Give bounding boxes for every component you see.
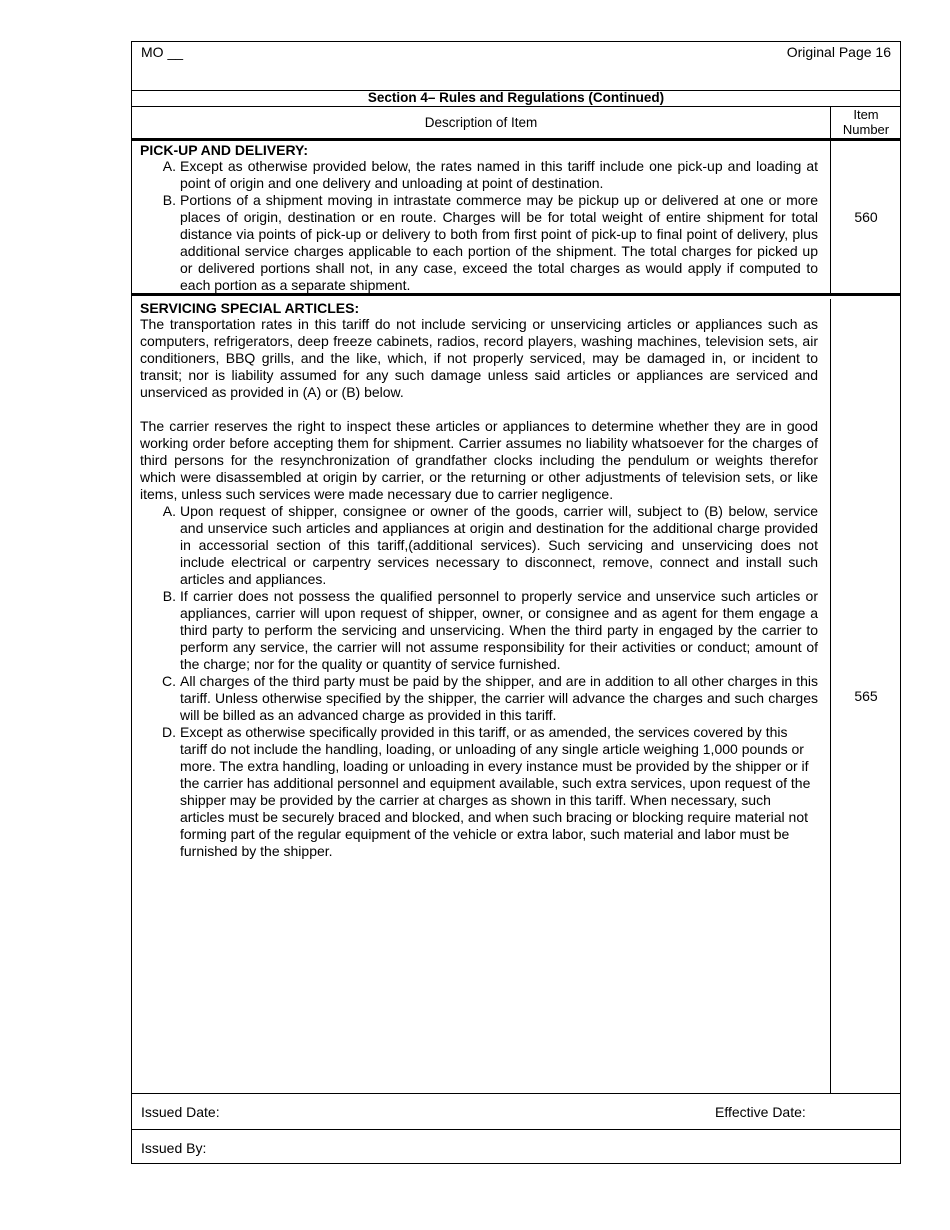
list-label: A. (162, 503, 176, 519)
list-label: B. (162, 192, 176, 208)
item-number: 560 (830, 141, 901, 293)
list-label: D. (162, 724, 176, 740)
paragraph: The carrier reserves the right to inspect these articles or appliances to determine whether they are in good working order before accepting them for shipment. Carrier assumes no liability whatsoever for the charges of third persons for the resynchronization of grandfather clocks including the pendulum or weights therefor which were disassembled at origin by carrier, or the returning or other adjustments of television sets, or like items, unless such services were made necessary due to carrier negligence. (140, 418, 818, 502)
list-text: All charges of the third party must be paid by the shipper, and are in addition to all other charges in this tariff. Unless otherwise specified by the shipper, the carrier will advance the charges and such charges will be billed as an advanced charge as provided in this tariff. (180, 673, 818, 723)
list-item (140, 503, 818, 588)
list-item (140, 588, 818, 673)
item-title: SERVICING SPECIAL ARTICLES: (140, 300, 360, 316)
column-headers (132, 107, 900, 141)
item-row-servicing-special-articles (132, 299, 900, 1094)
tariff-page (131, 41, 901, 1164)
list-label: B. (162, 588, 176, 604)
list-label: A. (162, 158, 176, 174)
list-item (140, 192, 818, 294)
state-code: MO __ (141, 44, 184, 60)
item-number: 565 (830, 299, 901, 1093)
page-number: Original Page 16 (786, 44, 891, 60)
list-text: If carrier does not possess the qualified personnel to properly service and unservice such articles or appliances, carrier will upon request of shipper, owner, or consignee and as agent for them engage a third party to perform the servicing and unservicing. When the third party in engaged by the carrier to perform any service, the carrier will not assume responsibility for their activities or conduct; amount of the charge; nor for the quality or quantity of service furnished. (180, 588, 818, 672)
item-row-pickup-delivery (132, 141, 900, 296)
list-text: Portions of a shipment moving in intrastate commerce may be pickup up or delivered at one or more places of origin, destination or en route. Charges will be for total weight of entire shipment for total distance via points of pick-up or delivery to both from first point of pick-up to final point of delivery, plus additional service charges applicable to each portion of the shipment. The total charges for picked up or delivered portions shall not, in any case, exceed the total charges as would apply if computed to each portion as a separate shipment. (180, 192, 818, 293)
section-title: Section 4– Rules and Regulations (Continued) (132, 90, 900, 107)
footer-dates (132, 1094, 900, 1130)
item-title: PICK-UP AND DELIVERY: (140, 142, 309, 158)
item-number-column-header: Item Number (830, 107, 901, 138)
list-label: C. (162, 673, 176, 689)
issued-date-label: Issued Date: (141, 1104, 220, 1120)
list-text: Except as otherwise specifically provided in this tariff, or as amended, the services covered by this tariff do not include the handling, loading, or unloading of any single article weighing 1,000 pounds or more. The extra handling, loading or unloading in every instance must be provided by the shipper or if the carrier has additional personnel and equipment available, such extra services, upon request of the shipper may be provided by the carrier at charges as shown in this tariff. When necessary, such articles must be securely braced and blocked, and when such bracing or blocking require material not forming part of the regular equipment of the vehicle or extra labor, such material and labor must be furnished by the shipper. (180, 724, 811, 859)
list-text: Except as otherwise provided below, the rates named in this tariff include one pick-up and loading at point of origin and one delivery and unloading at point of destination. (180, 158, 818, 191)
list-item (140, 724, 818, 860)
paragraph: The transportation rates in this tariff do not include servicing or unservicing articles or appliances such as computers, refrigerators, deep freeze cabinets, radios, record players, washing machines, television sets, air conditioners, BBQ grills, and the like, which, if not properly serviced, may be damaged in, or incident to transit; nor is liability assumed for any such damage unless said articles or appliances are serviced and unserviced as provided in (A) or (B) below. (140, 316, 818, 400)
footer-issuer (132, 1130, 900, 1164)
page-header (132, 42, 900, 91)
item-description (132, 141, 830, 293)
item-description (132, 299, 830, 1093)
list-text: Upon request of shipper, consignee or owner of the goods, carrier will, subject to (B) below, service and unservice such articles and appliances at origin and destination for the additional charge provided in accessorial section of this tariff,(additional services). Such servicing and unservicing does not include electrical or carpentry services necessary to disconnect, remove, connect and install such articles and appliances. (180, 503, 818, 587)
effective-date-label: Effective Date: (715, 1104, 806, 1120)
description-column-header: Description of Item (424, 115, 538, 130)
list-item (140, 158, 818, 192)
list-item (140, 673, 818, 724)
issued-by-label: Issued By: (141, 1140, 207, 1156)
